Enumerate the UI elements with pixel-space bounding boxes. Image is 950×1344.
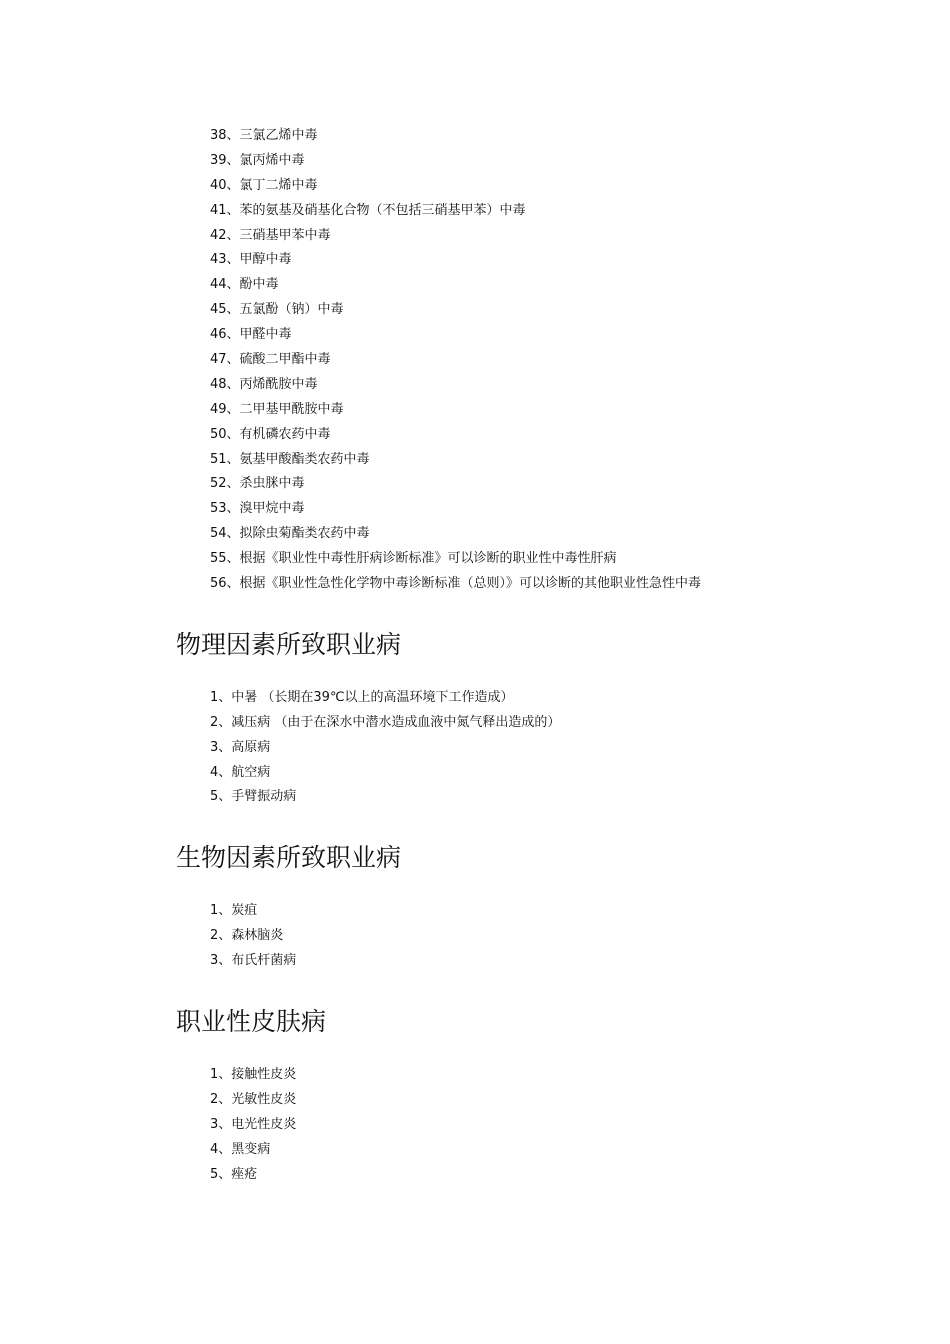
list-item: 53、溴甲烷中毒 [210, 501, 305, 517]
list-item: 2、森林脑炎 [210, 928, 284, 944]
list-item: 47、硫酸二甲酯中毒 [210, 352, 331, 368]
chemical-poisoning-list [0, 124, 950, 597]
list-item: 49、二甲基甲酰胺中毒 [210, 401, 344, 417]
list-item: 40、氯丁二烯中毒 [210, 177, 318, 193]
skin-diseases-list [0, 1063, 950, 1187]
list-item: 54、拟除虫菊酯类农药中毒 [210, 526, 370, 542]
list-item: 44、酚中毒 [210, 277, 279, 293]
list-item: 5、手臂振动病 [210, 789, 297, 805]
list-item: 42、三硝基甲苯中毒 [210, 227, 331, 243]
list-item: 38、三氯乙烯中毒 [210, 128, 318, 143]
list-item: 4、航空病 [210, 764, 271, 780]
list-item: 52、杀虫脒中毒 [210, 476, 305, 492]
section-heading-physical-factors: 物理因素所致职业病 [176, 629, 402, 659]
list-item: 3、布氏杆菌病 [210, 953, 297, 969]
list-item: 39、氯丙烯中毒 [210, 152, 305, 168]
physical-factors-list [0, 686, 950, 810]
list-item: 2、光敏性皮炎 [210, 1091, 297, 1107]
list-item: 3、电光性皮炎 [210, 1116, 297, 1132]
list-item: 50、有机磷农药中毒 [210, 426, 331, 442]
list-item: 41、苯的氨基及硝基化合物（不包括三硝基甲苯）中毒 [210, 202, 526, 218]
list-item: 4、黑变病 [210, 1141, 271, 1157]
list-item: 1、接触性皮炎 [210, 1067, 297, 1083]
biological-factors-list [0, 899, 950, 974]
list-item: 46、甲醛中毒 [210, 327, 292, 343]
section-heading-biological-factors: 生物因素所致职业病 [176, 843, 402, 873]
list-item: 51、氨基甲酸酯类农药中毒 [210, 451, 370, 467]
list-item: 48、丙烯酰胺中毒 [210, 376, 318, 392]
list-item: 1、炭疽 [210, 903, 258, 919]
list-item: 45、五氯酚（钠）中毒 [210, 302, 344, 318]
list-item: 56、根据《职业性急性化学物中毒诊断标准（总则）》可以诊断的其他职业性急性中毒 [210, 576, 702, 592]
section-heading-skin-diseases: 职业性皮肤病 [176, 1007, 327, 1037]
list-item: 43、甲醇中毒 [210, 252, 292, 268]
list-item: 5、痤疮 [210, 1166, 258, 1182]
list-item: 3、高原病 [210, 739, 271, 755]
list-item: 55、根据《职业性中毒性肝病诊断标准》可以诊断的职业性中毒性肝病 [210, 551, 617, 567]
list-item: 2、减压病 （由于在深水中潜水造成血液中氮气释出造成的） [210, 714, 561, 730]
list-item: 1、中暑 （长期在39℃以上的高温环境下工作造成） [210, 689, 514, 705]
